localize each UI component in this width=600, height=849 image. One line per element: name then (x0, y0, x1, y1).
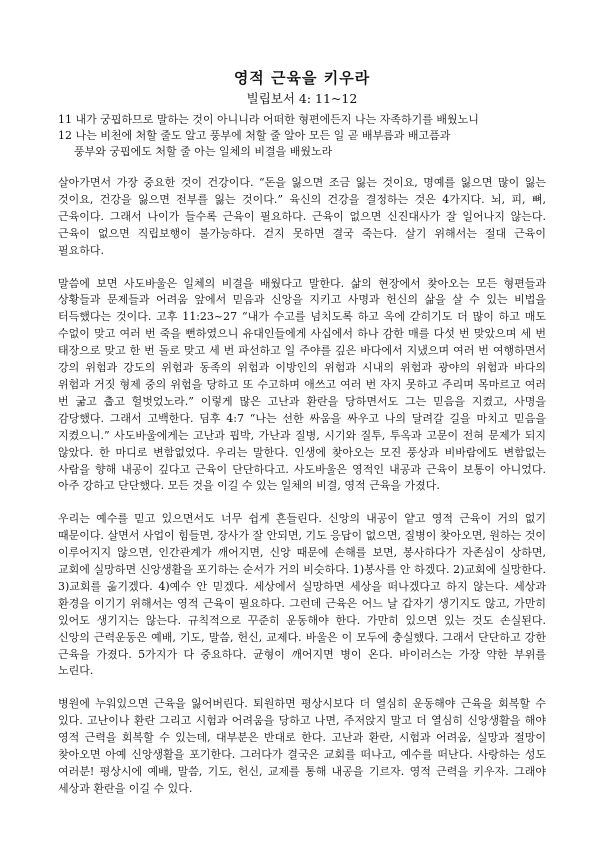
document-page (58, 68, 546, 798)
paragraph-recovery: 병원에 누워있으면 근육을 잃어버린다. 퇴원하면 평상시보다 더 열심히 운동해야 근육을 회복할 수 있다. 고난이나 환란 그리고 시험과 어려움을 당하고 나면, 주저앉지 말고 더 열심히 신앙생활을 해야 영적 근력을 회복할 수 있는데, 대부분은 반대로 한다. 고난과 환란, 시험과 어려움, 실망과 절망이 찾아오면 아예 신앙생활을 포기한다. 그러다가 결국은 교회를 떠나고, 예수를 떠난다. 사랑하는 성도 여러분! 평상시에 예배, 말씀, 기도, 헌신, 교제를 통해 내공을 기르자. 영적 근력을 키우자. 그래야 세상과 환란을 이길 수 있다. (58, 697, 546, 795)
paragraph-health: 살아가면서 가장 중요한 것이 건강이다. “돈을 잃으면 조금 잃는 것이요, 명예를 잃으면 많이 잃는 것이요, 건강을 잃으면 전부를 잃는 것이다.” 육신의 건강을 결정하는 것은 4가지다. 뇌, 피, 뼈, 근육이다. 그래서 나이가 들수록 근육이 필요하다. 근육이 없으면 신진대사가 잘 일어나지 않는다. 근육이 없으면 직립보행이 불가능하다. 걷지 못하면 결국 죽는다. 살기 위해서는 절대 근육이 필요하다. (58, 176, 546, 257)
scripture-reference: 빌립보서 4: 11~12 (246, 91, 358, 106)
page-title: 영적 근육을 키우라 (233, 69, 371, 87)
verse-11: 11 내가 궁핍하므로 말하는 것이 아니니라 어떠한 형편에든지 나는 자족하기를 배웠노니 (58, 113, 479, 126)
paragraph-paul-secret: 말씀에 보면 사도바울은 일체의 비결을 배웠다고 말한다. 삶의 현장에서 찾아오는 모든 형편들과 상황들과 문제들과 어려움 앞에서 믿음과 신앙을 지키고 사명과 헌신의 삶을 살 수 있는 비법을 터득했다는 것이다. 고후 11:23~27 “내가 수고를 넘치도록 하고 옥에 갇히기도 더 많이 하고 매도 수없이 맞고 여러 번 죽을 뻔하였으니 유대인들에게 사십에서 하나 감한 매를 다섯 번 맞았으며 세 번 태장으로 맞고 한 번 돌로 맞고 세 번 파선하고 일 주야를 깊은 바다에서 지냈으며 여러 번 여행하면서 강의 위험과 강도의 위험과 동족의 위험과 이방인의 위험과 시내의 위험과 광야의 위험과 바다의 위험과 거짓 형제 중의 위험을 당하고 또 수고하며 애쓰고 여러 번 자지 못하고 주리며 목마르고 여러 번 굶고 춥고 헐벗었노라.” 이렇게 많은 고난과 환란을 당하면서도 그는 믿음을 지켰고, 사명을 감당했다. 그래서 고백한다. 딤후 4:7 “나는 선한 싸움을 싸우고 나의 달려갈 길을 마치고 믿음을 지켰으니.” 사도바울에게는 고난과 핍박, 가난과 질병, 시기와 질투, 투옥과 고문이 전혀 문제가 되지 않았다. 한 마디로 변함없었다. 우리는 말한다. 인생에 찾아오는 모진 풍상과 비바람에도 변함없는 사람을 향해 내공이 깊다고 근육이 단단하다고. 사도바울은 영적인 내공과 근육이 보통이 아니었다. 아주 강하고 단단했다. 모든 것을 이길 수 있는 일체의 비결, 영적 근육을 가졌다. (58, 276, 546, 493)
verse-12-continued: 풍부와 궁핍에도 처할 줄 아는 일체의 비결을 배웠노라 (74, 145, 333, 158)
paragraph-shaken-faith: 우리는 예수를 믿고 있으면서도 너무 쉽게 흔들린다. 신앙의 내공이 얕고 영적 근육이 거의 없기 때문이다. 살면서 사업이 힘들면, 장사가 잘 안되면, 기도 응답이 없으면, 질병이 찾아오면, 원하는 것이 이루어지지 않으면, 인간관계가 깨어지면, 신앙 때문에 손해를 보면, 봉사하다가 자존심이 상하면, 교회에 실망하면 신앙생활을 포기하는 순서가 거의 비슷하다. 1)봉사를 안 하겠다. 2)교회에 실망한다. 3)교회를 옮기겠다. 4)예수 안 믿겠다. 세상에서 실망하면 세상을 떠나겠다고 하지 않는다. 세상과 환경을 이기기 위해서는 영적 근육이 필요하다. 그런데 근육은 어느 날 갑자기 생기지도 않고, 가만히 있어도 생기지는 않는다. 규칙적으로 꾸준히 운동해야 한다. 가만히 있으면 있는 것도 손실된다. 신앙의 근력운동은 예배, 기도, 말씀, 헌신, 교제다. 바울은 이 모두에 충실했다. 그래서 단단하고 강한 근육을 가졌다. 5가지가 다 중요하다. 균형이 깨어지면 병이 온다. 바이러스는 가장 약한 부위를 노린다. (58, 512, 546, 678)
verse-12: 12 나는 비천에 처할 줄도 알고 풍부에 처할 줄 알아 모든 일 곧 배부름과 배고픔과 (58, 129, 451, 142)
